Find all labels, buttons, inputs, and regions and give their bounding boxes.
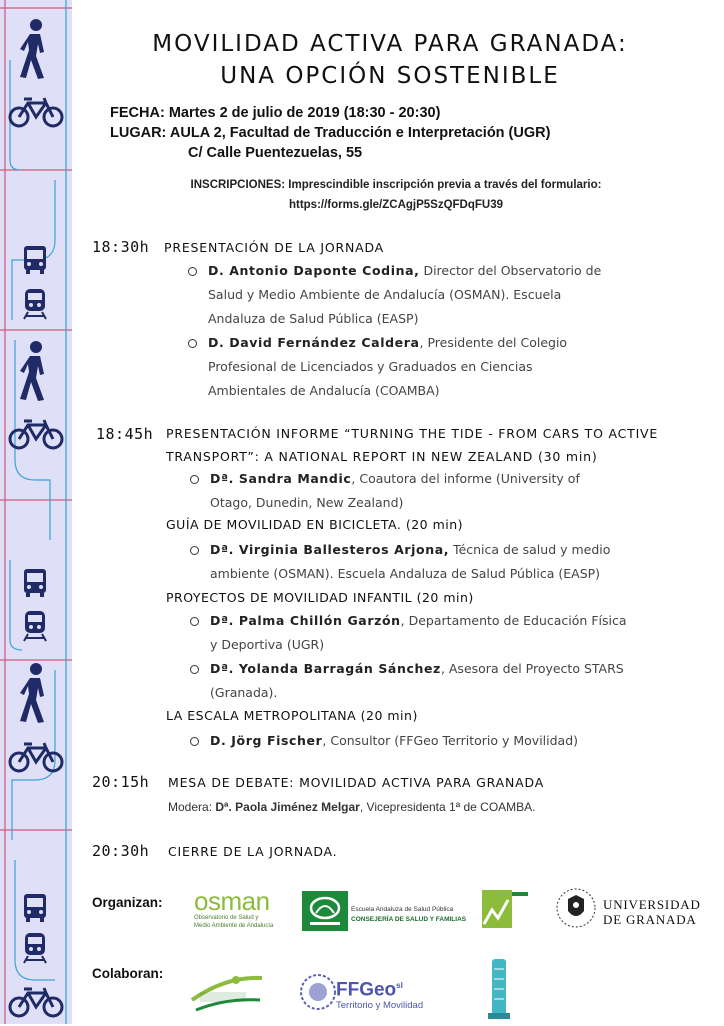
speaker-item: [210, 729, 700, 753]
speaker-role: Técnica de salud y medio: [449, 542, 611, 557]
pedestrian-icon: [18, 340, 52, 402]
speaker-name: Dª. Palma Chillón Garzón: [210, 613, 401, 628]
osman-logo-sub: Observatorio de Salud y: [194, 915, 259, 921]
date-label: FECHA:: [110, 105, 165, 121]
train-icon: [22, 610, 48, 642]
bullet-icon: [190, 617, 199, 626]
speaker-role: , Asesora del Proyecto STARS: [440, 661, 624, 676]
speaker-role-cont: ambiente (OSMAN). Escuela Andaluza de Salud Pública (EASP): [210, 566, 601, 581]
speaker-role-cont: Ambientales de Andalucía (COAMBA): [208, 383, 440, 398]
subsection-escala-metropolitana: LA ESCALA METROPOLITANA (20 min): [166, 708, 418, 723]
bus-icon: [22, 568, 48, 598]
speaker-item: [210, 657, 700, 705]
speaker-role-cont: Salud y Medio Ambiente de Andalucía (OSMAN). Escuela: [208, 287, 562, 302]
speaker-name: D. Antonio Daponte Codina,: [208, 263, 420, 278]
osman-logo: [194, 888, 294, 936]
bullet-icon: [190, 546, 199, 555]
event-details: [110, 103, 550, 163]
ugr-logo-text: [603, 897, 701, 927]
pedestrian-icon: [18, 18, 52, 80]
place-value: AULA 2, Facultad de Traducción e Interpretación (UGR): [169, 125, 551, 141]
speaker-role-cont: Andaluza de Salud Pública (EASP): [208, 311, 419, 326]
speaker-item: [208, 259, 688, 331]
ugr-logo-line: UNIVERSIDAD: [603, 897, 701, 912]
bullet-icon: [188, 267, 197, 276]
moderator-name: Dª. Paola Jiménez Melgar: [215, 800, 360, 814]
bicycle-icon: [8, 985, 64, 1019]
building-logo: [484, 955, 514, 1021]
ugr-seal-icon: [555, 887, 597, 929]
osman-logo-text: osman: [194, 886, 270, 916]
speaker-item: [210, 467, 690, 515]
coamba-logo: [480, 890, 530, 928]
osman-logo-sub: Medio Ambiente de Andalucía: [194, 923, 274, 929]
section-title-presentacion: PRESENTACIÓN DE LA JORNADA: [164, 240, 385, 255]
globe-icon: [298, 972, 338, 1012]
speaker-role: Director del Observatorio de: [419, 263, 602, 278]
bicycle-icon: [8, 417, 64, 451]
section-title-line: PRESENTACIÓN INFORME “TURNING THE TIDE - FROM CARS TO ACTIVE: [166, 426, 659, 441]
junta-emblem-icon: [302, 891, 348, 931]
speaker-role: , Consultor (FFGeo Territorio y Movilidad): [322, 733, 579, 748]
title-line-2: UNA OPCIÓN SOSTENIBLE: [220, 63, 560, 89]
train-icon: [22, 932, 48, 964]
easp-logo-line: Escuela Andaluza de Salud Pública: [351, 906, 454, 913]
train-icon: [22, 288, 48, 320]
subsection-guia-bicicleta: GUÍA DE MOVILIDAD EN BICICLETA. (20 min): [166, 517, 464, 532]
organizers-label: Organizan:: [92, 895, 163, 910]
speaker-role: , Presidente del Colegio: [419, 335, 568, 350]
time-2015: 20:15h: [92, 773, 150, 791]
decorative-transport-strip: [0, 0, 72, 1024]
time-1845: 18:45h: [96, 425, 154, 443]
bullet-icon: [190, 475, 199, 484]
junta-andalucia-logo: [302, 891, 348, 931]
bus-icon: [22, 893, 48, 923]
easp-logo-line: CONSEJERÍA DE SALUD Y FAMILIAS: [351, 916, 467, 923]
speaker-item: [208, 331, 688, 403]
place-address: C/ Calle Puentezuelas, 55: [188, 145, 363, 161]
moderator-label: Modera:: [168, 800, 216, 814]
speaker-name: Dª. Virginia Ballesteros Arjona,: [210, 542, 450, 557]
section-title-informe: [166, 422, 658, 468]
speaker-role-cont: Profesional de Licenciados y Graduados en Ciencias: [208, 359, 533, 374]
section-title-cierre: CIERRE DE LA JORNADA.: [168, 844, 338, 859]
section-title-line: TRANSPORT”: A NATIONAL REPORT IN NEW ZEALAND (30 min): [166, 449, 598, 464]
registration-link[interactable]: https://forms.gle/ZCAgjP5SzQFDqFU39: [288, 199, 504, 211]
ffgeo-logo-text: FFGeo: [336, 979, 397, 1001]
bullet-icon: [188, 339, 197, 348]
time-1830: 18:30h: [92, 238, 150, 256]
moderator-role: , Vicepresidenta 1ª de COAMBA.: [359, 800, 536, 814]
speaker-role-cont: y Deportiva (UGR): [210, 637, 325, 652]
page-title: [100, 28, 680, 92]
pedestrian-icon: [18, 662, 52, 724]
profith-logo-graphic: [186, 970, 266, 1014]
moderator-line: [168, 800, 536, 814]
registration-text: INSCRIPCIONES: Imprescindible inscripción previa a través del formulario:: [190, 179, 602, 191]
ugr-seal: [555, 887, 597, 929]
collaborators-label: Colaboran:: [92, 966, 164, 981]
ffgeo-logo-sub: Territorio y Movilidad: [336, 1000, 424, 1012]
speaker-item: [210, 609, 700, 657]
speaker-role-cont: Otago, Dunedin, New Zealand): [210, 495, 404, 510]
profith-logo: [186, 970, 266, 1014]
section-title-mesa-debate: MESA DE DEBATE: MOVILIDAD ACTIVA PARA GRANADA: [168, 775, 545, 790]
speaker-name: Dª. Sandra Mandic: [210, 471, 352, 486]
transport-lines-graphic: [0, 0, 72, 1024]
subsection-movilidad-infantil: PROYECTOS DE MOVILIDAD INFANTIL (20 min): [166, 590, 474, 605]
ffgeo-globe: [298, 972, 338, 1012]
tower-icon: [484, 955, 514, 1021]
ffgeo-logo-sl: sl: [396, 981, 403, 990]
easp-logo: [351, 906, 491, 923]
speaker-role: , Coautora del informe (University of: [351, 471, 580, 486]
speaker-role: , Departamento de Educación Física: [400, 613, 627, 628]
ugr-logo-line: DE GRANADA: [603, 912, 697, 927]
speaker-name: Dª. Yolanda Barragán Sánchez: [210, 661, 441, 676]
speaker-role-cont: (Granada).: [210, 685, 278, 700]
speaker-name: D. David Fernández Caldera: [208, 335, 420, 350]
registration-info: [100, 179, 692, 211]
bullet-icon: [190, 665, 199, 674]
bus-icon: [22, 245, 48, 275]
time-2030: 20:30h: [92, 842, 150, 860]
bullet-icon: [190, 737, 199, 746]
bicycle-icon: [8, 95, 64, 129]
speaker-item: [210, 538, 700, 586]
title-line-1: MOVILIDAD ACTIVA PARA GRANADA:: [152, 31, 628, 57]
ffgeo-logo: [336, 976, 456, 1011]
coamba-emblem-icon: [480, 890, 530, 928]
place-label: LUGAR:: [110, 125, 167, 141]
speaker-name: D. Jörg Fischer: [210, 733, 323, 748]
bicycle-icon: [8, 740, 64, 774]
date-value: Martes 2 de julio de 2019 (18:30 - 20:30): [168, 105, 441, 121]
